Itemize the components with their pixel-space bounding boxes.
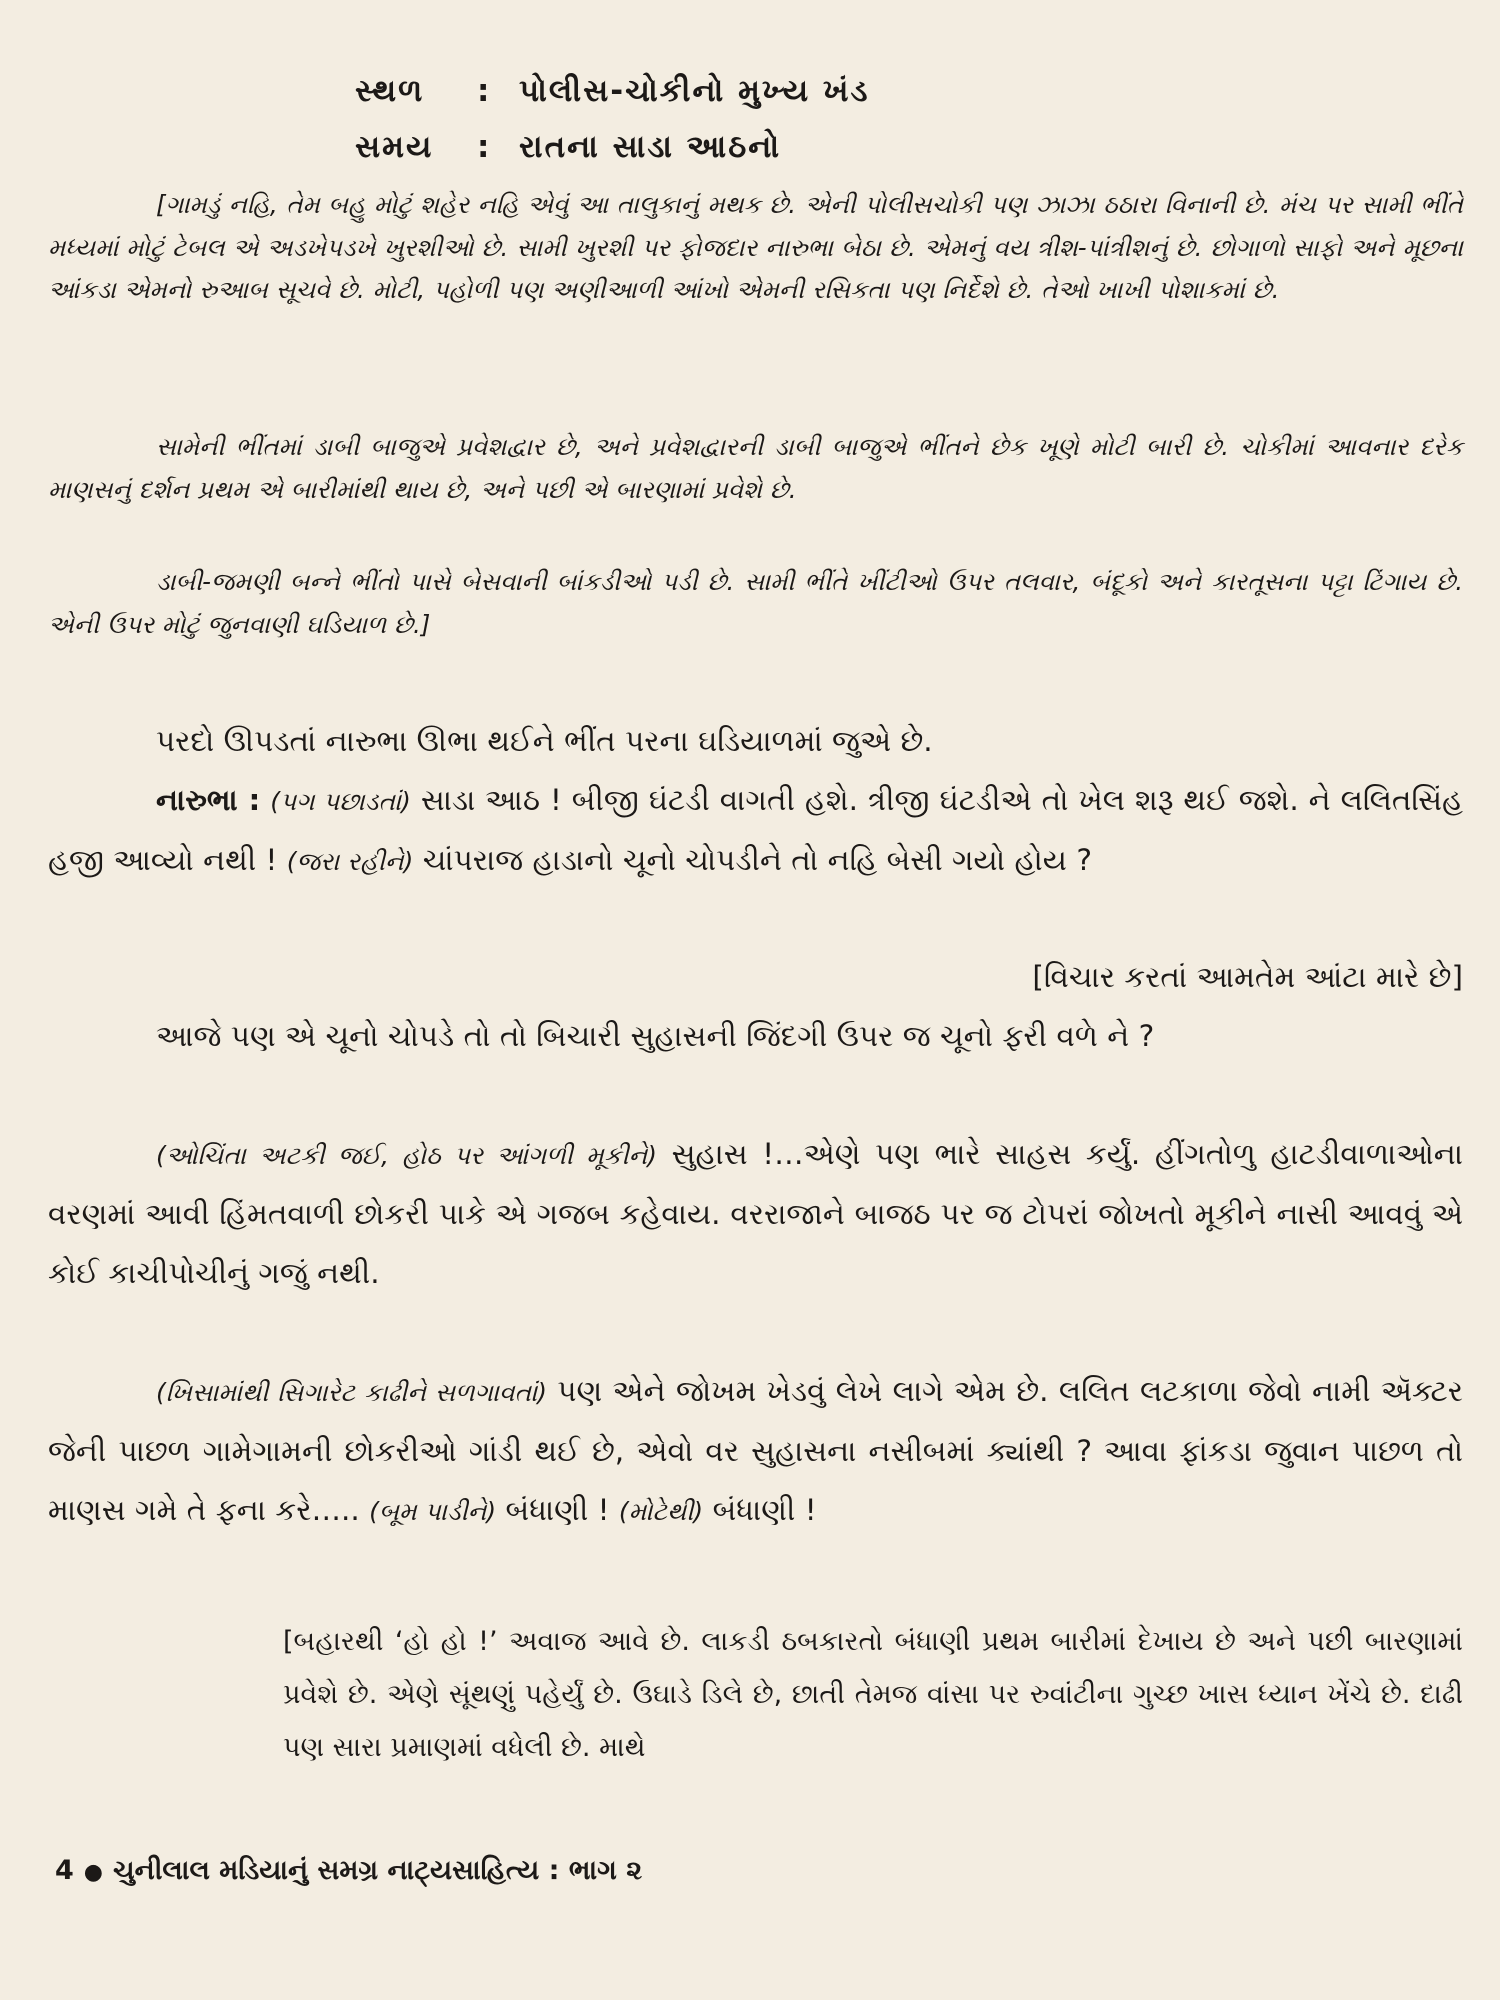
- stage-direction-walls: ડાબી-જમણી બન્ને ભીંતો પાસે બેસવાની બાંકડીઓ પડી છે. સામી ભીંતે ખીંટીઓ ઉપર તલવાર, બંદૂકો અને કારતૂસના પટ્ટા ટિંગાય છે. એની ઉપર મોટું જુનવાણી ઘડિયાળ છે.]: [48, 567, 1463, 639]
- time-label: સમય: [355, 129, 434, 165]
- book-title: ચુનીલાલ મડિયાનું સમગ્ર નાટ્યસાહિત્ય : ભાગ ૨: [113, 1855, 643, 1886]
- speech-line-4: [48, 1362, 1463, 1541]
- place-label: સ્થળ: [355, 73, 425, 109]
- direction-loud: (મોટેથી): [618, 1497, 704, 1526]
- speech-line-3: [48, 1125, 1463, 1303]
- speech-text: બંધાણી !: [505, 1493, 610, 1527]
- speech-text: બંધાણી !: [712, 1493, 817, 1527]
- direction-stop: (ઓચિંતા અટકી જઈ, હોઠ પર આંગળી મૂકીને): [156, 1141, 657, 1170]
- place-value: પોલીસ-ચોકીનો મુખ્ય ખંડ: [519, 73, 870, 109]
- curtain-line: પરદો ઊપડતાં નારુભા ઊભા થઈને ભીંત પરના ઘડિયાળમાં જુએ છે.: [156, 724, 933, 758]
- time-value: રાતના સાડા આઠનો: [519, 129, 782, 165]
- stage-direction-setting: [ગામડું નહિ, તેમ બહુ મોટું શહેર નહિ એવું આ તાલુકાનું મથક છે. એની પોલીસચોકી પણ ઝાઝા ઠઠારા વિનાની છે. મંચ પર સામી ભીંતે મધ્યમાં મોટું ટેબલ એ અડખેપડખે ખુરશીઓ છે. સામી ખુરશી પર ફોજદાર નારુભા બેઠા છે. એમનું વય ત્રીશ-પાંત્રીશનું છે. છોગાળો સાફો અને મૂછના આંકડા એમનો રુઆબ સૂચવે છે. મોટી, પહોળી પણ અણીઆળી આંખો એમની રસિકતા પણ નિર્દેશે છે. તેઓ ખાખી પોશાકમાં છે.: [48, 190, 1463, 304]
- direction-pacing: [વિચાર કરતાં આમતેમ આંટા મારે છે]: [1032, 960, 1463, 994]
- bullet-icon: ●: [83, 1860, 103, 1885]
- scene-time-line: [355, 129, 781, 166]
- speech-line-2: આજે પણ એ ચૂનો ચોપડે તો તો બિચારી સુહાસની જિંદગી ઉપર જ ચૂનો ફરી વળે ને ?: [156, 1019, 1155, 1053]
- time-colon: :: [477, 129, 492, 165]
- speaker-name: નારુભા :: [156, 783, 261, 817]
- speech-text: પણ એને જોખમ ખેડવું લેખે લાગે એમ છે. લલિત લટકાળા જેવો નામી ઍક્ટર જેની પાછળ ગામેગામની છોકરીઓ ગાંડી થઈ છે, એવો વર સુહાસના નસીબમાં ક્યાંથી ? આવા ફાંકડા જુવાન પાછળ તો માણસ ગમે તે ફના કરે…..: [48, 1374, 1463, 1527]
- stage-direction-entry: [બહારથી ‘હો હો !’ અવાજ આવે છે. લાકડી ઠબકારતો બંધાણી પ્રથમ બારીમાં દેખાય છે અને પછી બારણામાં પ્રવેશે છે. એણે સૂંથણું પહેર્યું છે. ઉઘાડે ડિલે છે, છાતી તેમજ વાંસા પર રુવાંટીના ગુચ્છ ખાસ ધ્યાન ખેંચે છે. દાઢી પણ સારા પ્રમાણમાં વધેલી છે. માથે: [283, 1626, 1463, 1763]
- page-footer: [55, 1855, 642, 1887]
- speech-text: ચાંપરાજ હાડાનો ચૂનો ચોપડીને તો નહિ બેસી ગયો હોય ?: [422, 843, 1093, 877]
- page-number: 4: [55, 1855, 74, 1886]
- speech-naruбha-1: [48, 771, 1463, 891]
- direction-stamp: (પગ પછાડતાં): [270, 787, 411, 816]
- speech-text: સાડા આઠ ! બીજી ઘંટડી વાગતી હશે. ત્રીજી ઘંટડીએ તો ખેલ શરૂ થઈ જશે. ને લલિતસિંહ હજી આવ્યો નથી !: [48, 783, 1463, 877]
- direction-pause: (જરા રહીને): [286, 847, 414, 876]
- speech-text: સુહાસ !…એણે પણ ભારે સાહસ કર્યું. હીંગતોળુ હાટડીવાળાઓના વરણમાં આવી હિંમતવાળી છોકરી પાકે એ ગજબ કહેવાય. વરરાજાને બાજઠ પર જ ટોપરાં જોખતો મૂકીને નાસી આવવું એ કોઈ કાચીપોચીનું ગજું નથી.: [48, 1137, 1463, 1290]
- place-colon: :: [477, 73, 492, 109]
- direction-shout: (બૂમ પાડીને): [369, 1497, 497, 1526]
- direction-cigarette: (ખિસામાંથી સિગારેટ કાઢીને સળગાવતાં): [156, 1378, 547, 1407]
- stage-direction-door: સામેની ભીંતમાં ડાબી બાજુએ પ્રવેશદ્વાર છે, અને પ્રવેશદ્વારની ડાબી બાજુએ ભીંતને છેક ખૂણે મોટી બારી છે. ચોકીમાં આવનાર દરેક માણસનું દર્શન પ્રથમ એ બારીમાંથી થાય છે, અને પછી એ બારણામાં પ્રવેશે છે.: [48, 432, 1463, 504]
- scene-place-line: [355, 73, 869, 110]
